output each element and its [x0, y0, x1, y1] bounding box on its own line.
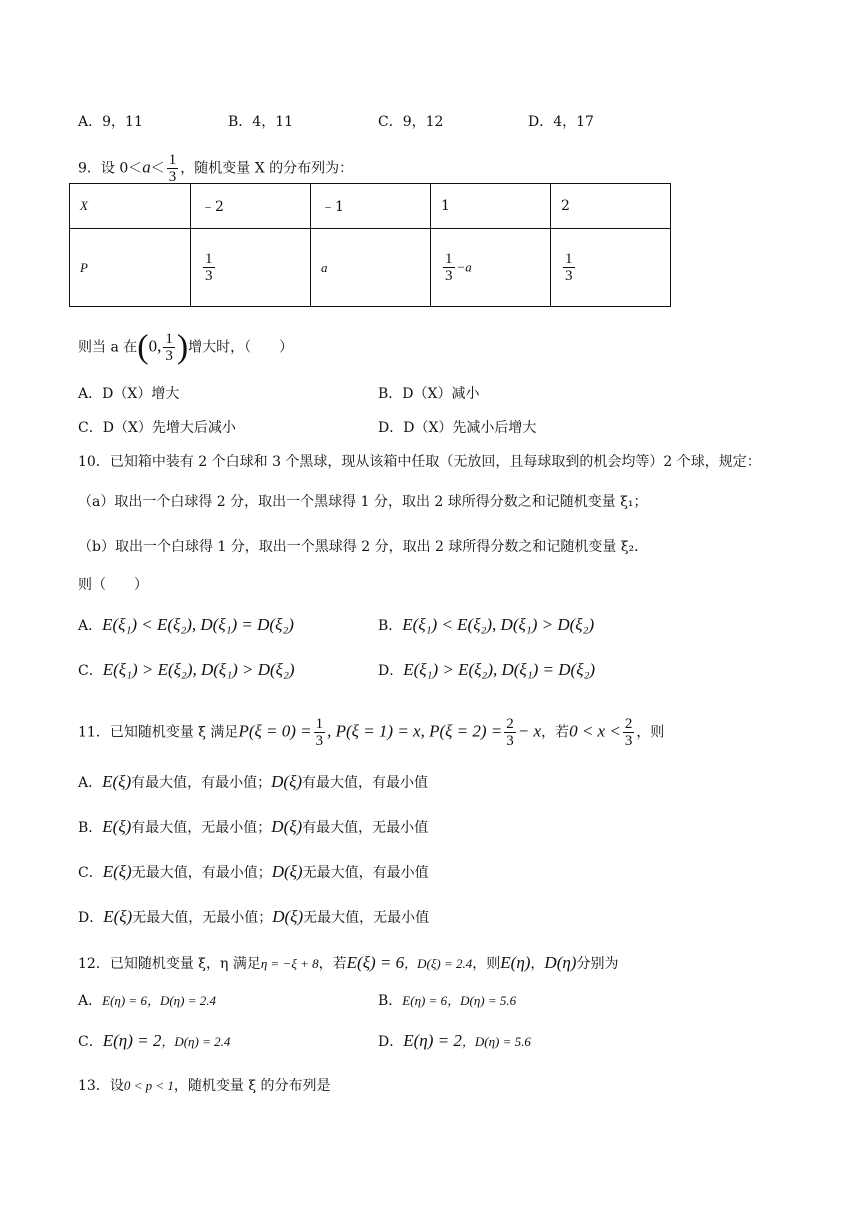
table-cell: [311, 184, 431, 229]
interval-left: 0,: [148, 336, 162, 356]
fraction: [443, 251, 455, 284]
stem-text: 增大时，（ ）: [188, 339, 294, 356]
option-letter: B．: [228, 114, 253, 130]
frac-den: 3: [445, 268, 453, 284]
q10-rule-a: （a）取出一个白球得 2 分，取出一个黑球得 1 分，取出 2 球所得分数之和记随机变量 ξ₁；: [78, 494, 648, 510]
formula: E(ξ): [103, 907, 133, 926]
q10-option-a: [78, 615, 294, 636]
fraction: [203, 251, 215, 284]
cell-text: 1: [441, 198, 450, 214]
fraction: [504, 716, 516, 749]
option-letter: D．: [528, 114, 554, 130]
q9-option-d: [378, 418, 536, 438]
formula: D(η): [544, 953, 577, 972]
stem-text: 12．已知随机变量 ξ，η 满足: [78, 956, 261, 972]
stem-text: ，则: [472, 956, 501, 972]
option-formula: E(ξ₁) > E(ξ₂), D(ξ₁) = D(ξ₂): [403, 660, 596, 679]
option-letter: C．: [78, 1034, 103, 1050]
fraction: [314, 716, 326, 749]
option-letter: D．: [378, 663, 404, 679]
stem-text: ，随机变量 X 的分布列为：: [180, 160, 354, 177]
q12-option-d: [378, 1031, 531, 1052]
q11-option-a: [78, 772, 428, 793]
stem-text: 分别为: [576, 956, 619, 972]
formula: ，D(η) = 2.4: [161, 1034, 231, 1049]
option-formula: E(ξ₁) > E(ξ₂), D(ξ₁) > D(ξ₂): [102, 660, 295, 679]
stem-text: ，则: [636, 724, 665, 741]
table-cell: [191, 229, 311, 307]
fraction: [623, 716, 635, 749]
option-text: 有最大值，有最小值: [302, 775, 429, 791]
frac-num: 1: [565, 251, 573, 267]
q10-option-c: [78, 660, 295, 681]
q10-rule-b: （b）取出一个白球得 1 分，取出一个黑球得 2 分，取出 2 球所得分数之和记随机变量 ξ₂．: [78, 539, 649, 555]
option-text: 有最大值，无最小值: [302, 820, 429, 836]
formula: − x: [517, 721, 542, 741]
table-row-x: [70, 184, 671, 229]
frac-den: 3: [624, 733, 633, 749]
option-text: 9，11: [102, 114, 143, 130]
option-letter: D．: [378, 420, 404, 436]
q8-option-c: [378, 112, 443, 132]
formula: E(η): [500, 953, 531, 972]
frac-num: 1: [205, 251, 213, 267]
q10-option-d: [378, 660, 595, 681]
formula: E(η) = 2: [102, 1031, 162, 1050]
option-letter: C．: [78, 420, 103, 436]
formula: E(η) = 6: [402, 993, 448, 1008]
option-letter: A．: [78, 386, 103, 402]
table-row-p: [70, 229, 671, 307]
stem-text: 9．设 0＜: [78, 160, 143, 177]
formula: E(ξ): [102, 862, 132, 881]
cell-text: ﹣2: [201, 199, 224, 215]
option-text: D（X）减小: [402, 386, 480, 402]
frac-num: 2: [506, 716, 514, 732]
option-letter: A．: [78, 993, 103, 1009]
option-text: 有最大值，无最小值；: [131, 820, 272, 836]
q8-option-a: [78, 112, 143, 132]
formula: ，D(ξ) = 2.4: [404, 956, 473, 971]
q11-stem: [78, 716, 664, 749]
option-text: 无最大值，无最小值: [303, 910, 430, 926]
q9-option-c: [78, 418, 236, 438]
option-text: 无最大值，有最小值: [302, 865, 429, 881]
q9-option-a: [78, 384, 179, 404]
option-letter: B．: [378, 618, 403, 634]
fraction: [167, 152, 179, 185]
stem-text: ，随机变量 ξ 的分布列是: [173, 1078, 331, 1094]
table-cell: [191, 184, 311, 229]
option-text: D（X）增大: [102, 386, 180, 402]
stem-text: ，若: [318, 956, 347, 972]
q12-option-a: [78, 991, 216, 1011]
frac-num: 1: [315, 716, 324, 732]
option-letter: D．: [78, 910, 104, 926]
formula: 0 < p < 1: [123, 1078, 174, 1093]
q11-option-b: [78, 817, 428, 838]
cell-text: P: [80, 259, 88, 275]
option-letter: A．: [78, 618, 103, 634]
table-cell: [70, 184, 191, 229]
formula: η = −ξ + 8: [260, 956, 319, 971]
formula: D(ξ): [271, 817, 303, 836]
q9-ask: [78, 328, 294, 366]
frac-den: 3: [565, 268, 573, 284]
option-letter: C．: [78, 663, 103, 679]
table-cell: [431, 184, 551, 229]
distribution-table: [69, 183, 671, 307]
frac-num: 1: [445, 251, 453, 267]
formula: E(ξ): [102, 817, 132, 836]
formula: D(ξ): [271, 772, 303, 791]
formula: ，D(η) = 2.4: [146, 993, 216, 1008]
formula: E(η) = 2: [403, 1031, 462, 1050]
table-cell: [431, 229, 551, 307]
option-text: 有最大值，有最小值；: [131, 775, 272, 791]
option-text: 无最大值，有最小值；: [131, 865, 272, 881]
q12-option-b: [378, 991, 516, 1011]
frac-num: 1: [168, 152, 177, 168]
fraction: [163, 331, 175, 364]
formula: 0 < x <: [569, 721, 621, 741]
cell-text: a: [321, 259, 328, 275]
frac-den: 3: [506, 733, 514, 749]
frac-num: 2: [624, 716, 633, 732]
stem-text: ，: [530, 956, 545, 972]
var-a: a: [142, 157, 151, 177]
q11-option-c: [78, 862, 429, 883]
q13-stem: [78, 1076, 331, 1096]
table-cell: [311, 229, 431, 307]
stem-text: 则当 a 在: [78, 339, 138, 356]
formula: ，D(η) = 5.6: [447, 993, 517, 1008]
option-text: 4，17: [553, 114, 594, 130]
frac-num: 1: [165, 331, 173, 347]
lt-sign: ＜: [150, 160, 165, 177]
q11-option-d: [78, 907, 429, 928]
q12-option-c: [78, 1031, 230, 1052]
option-text: 4，11: [252, 114, 294, 130]
formula: E(ξ) = 6: [346, 953, 405, 972]
option-letter: B．: [378, 993, 403, 1009]
option-letter: D．: [378, 1034, 404, 1050]
stem-text: 13．设: [78, 1078, 124, 1094]
frac-den: 3: [165, 348, 173, 364]
left-paren: (: [137, 328, 149, 366]
q12-stem: [78, 953, 618, 974]
option-text: 无最大值，无最小值；: [132, 910, 273, 926]
formula: P(ξ = 0) =: [238, 721, 312, 741]
option-letter: A．: [78, 775, 103, 791]
formula: D(ξ): [271, 862, 303, 881]
cell-text: X: [80, 198, 88, 213]
q9-stem: [78, 152, 353, 185]
formula: ，D(η) = 5.6: [461, 1034, 531, 1049]
cell-text: −a: [456, 259, 472, 275]
cell-text: 2: [561, 198, 570, 214]
option-text: D（X）先增大后减小: [102, 420, 236, 436]
q8-option-d: [528, 112, 594, 132]
option-letter: B．: [378, 386, 403, 402]
table-cell: [551, 229, 671, 307]
option-text: D（X）先减小后增大: [403, 420, 537, 436]
q10-option-b: [378, 615, 594, 636]
option-text: 9，12: [402, 114, 444, 130]
cell-text: ﹣1: [321, 199, 344, 215]
table-cell: [70, 229, 191, 307]
frac-den: 3: [205, 268, 213, 284]
q9-option-b: [378, 384, 480, 404]
formula: E(ξ): [102, 772, 132, 791]
stem-text: 11．已知随机变量 ξ 满足: [78, 724, 239, 741]
frac-den: 3: [315, 733, 324, 749]
formula: E(η) = 6: [102, 993, 147, 1008]
q8-option-b: [228, 112, 293, 132]
formula: , P(ξ = 1) = x, P(ξ = 2) =: [327, 721, 503, 741]
q10-ask: 则（ ）: [78, 577, 148, 593]
option-letter: A．: [78, 114, 103, 130]
table-cell: [551, 184, 671, 229]
option-formula: E(ξ₁) < E(ξ₂), D(ξ₁) = D(ξ₂): [102, 615, 294, 634]
option-letter: C．: [378, 114, 403, 130]
formula: D(ξ): [272, 907, 304, 926]
stem-text: ，若: [541, 724, 570, 741]
right-paren: ): [176, 328, 189, 366]
q10-stem: 10．已知箱中装有 2 个白球和 3 个黑球，现从该箱中任取（无放回，且每球取到的机会均等）2 个球，规定：: [78, 454, 761, 470]
option-formula: E(ξ₁) < E(ξ₂), D(ξ₁) > D(ξ₂): [402, 615, 595, 634]
option-letter: C．: [78, 865, 103, 881]
frac-den: 3: [168, 169, 177, 185]
option-letter: B．: [78, 820, 103, 836]
fraction: [563, 251, 575, 284]
